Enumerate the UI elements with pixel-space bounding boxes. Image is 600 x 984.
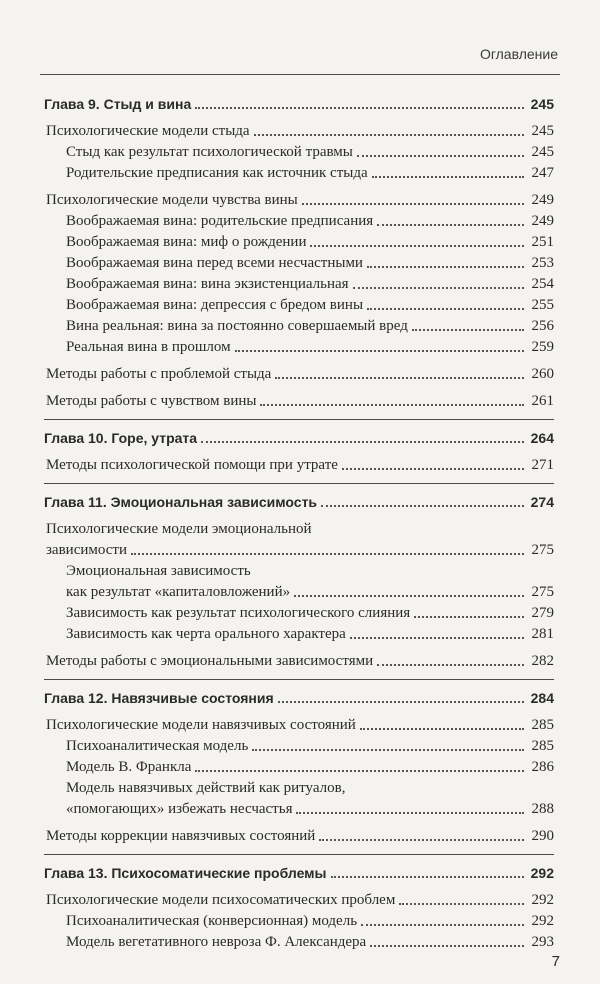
toc-entry-last-line [46,540,554,561]
toc-entry-title: Воображаемая вина перед всеми несчастными [66,255,363,271]
dot-leader [361,924,524,926]
toc-entry-title-line: Эмоциональная зависимость [66,563,251,579]
toc-entry-last-line [66,799,554,820]
toc-entry-title: Глава 11. Эмоциональная зависимость [44,494,318,510]
dot-leader [342,468,524,470]
toc-subsection [44,932,554,953]
toc-subsection [44,757,554,778]
dot-leader [412,329,524,331]
toc-subsection [44,274,554,295]
toc-section [44,715,554,736]
toc-entry-title-line: Модель навязчивых действий как ритуалов, [66,780,346,796]
dot-leader [235,350,524,352]
toc-entry-title: Воображаемая вина: миф о рождении [66,234,307,250]
toc-entry-title: Модель вегетативного невроза Ф. Александера [66,934,367,950]
toc-entry-page: 256 [531,318,554,334]
toc-chapter [44,483,554,672]
toc-entry-page: 275 [531,584,554,600]
dot-leader [296,812,524,814]
toc-entry-title: Стыд как результат психологической травмы [66,144,353,160]
dot-leader [278,701,524,703]
toc-chapter [44,679,554,847]
table-of-contents [44,94,554,953]
toc-entry-title: Глава 9. Стыд и вина [44,96,192,112]
chapter-heading [44,492,554,513]
toc-entry-title: Воображаемая вина: родительские предписания [66,213,374,229]
dot-leader [370,945,524,947]
toc-subsection [44,316,554,337]
dot-leader [360,728,524,730]
toc-entry-page: 288 [531,801,554,817]
toc-entry-page: 245 [530,96,554,112]
dot-leader [357,155,524,157]
toc-section [44,121,554,142]
toc-entry-page: 253 [531,255,554,271]
toc-entry-title: Психоаналитическая (конверсионная) модель [66,913,358,929]
toc-entry-title: Глава 12. Навязчивые состояния [44,690,274,706]
toc-entry-title: Глава 13. Психосоматические проблемы [44,865,327,881]
toc-entry-title: Психоаналитическая модель [66,738,249,754]
toc-entry-page: 260 [531,366,554,382]
toc-entry-title: Зависимость как черта орального характера [66,626,346,642]
running-header-title: Оглавление [479,46,558,62]
dot-leader [294,595,524,597]
chapter-divider [44,679,554,680]
toc-subsection [44,603,554,624]
dot-leader [377,224,524,226]
toc-entry-title: Методы психологической помощи при утрате [46,457,338,473]
toc-subsection [44,337,554,358]
chapter-heading [44,688,554,709]
toc-subsection [44,561,554,603]
toc-section [44,890,554,911]
toc-entry-title: Глава 10. Горе, утрата [44,430,198,446]
toc-entry-page: 247 [531,165,554,181]
chapter-heading [44,94,554,115]
chapter-heading [44,863,554,884]
dot-leader [252,749,524,751]
dot-leader [131,553,524,555]
toc-entry-page: 292 [531,892,554,908]
dot-leader [310,245,524,247]
toc-entry-title: Психологические модели чувства вины [46,192,298,208]
dot-leader [367,266,524,268]
toc-entry-page: 281 [531,626,554,642]
dot-leader [331,876,525,878]
toc-entry-page: 255 [531,297,554,313]
toc-entry-title: Методы работы с чувством вины [46,393,257,409]
toc-subsection [44,736,554,757]
toc-entry-page: 292 [531,913,554,929]
dot-leader [254,134,524,136]
toc-section [44,651,554,672]
dot-leader [302,203,524,205]
toc-entry-page: 274 [530,494,554,510]
toc-entry-page: 249 [531,192,554,208]
toc-entry-page: 245 [531,123,554,139]
toc-entry-title: Психологические модели стыда [46,123,250,139]
dot-leader [195,770,524,772]
toc-entry-page: 285 [531,738,554,754]
toc-subsection [44,778,554,820]
dot-leader [377,664,524,666]
toc-entry-title: Методы коррекции навязчивых состояний [46,828,316,844]
toc-entry-title: Вина реальная: вина за постоянно совершаемый вред [66,318,408,334]
dot-leader [201,441,524,443]
toc-entry-title: Воображаемая вина: депрессия с бредом вины [66,297,364,313]
toc-entry-page: 282 [531,653,554,669]
toc-entry-page: 271 [531,457,554,473]
toc-section [44,455,554,476]
toc-entry-title: Модель В. Франкла [66,759,192,775]
toc-entry-page: 254 [531,276,554,292]
dot-leader [319,839,524,841]
dot-leader [260,404,524,406]
dot-leader [195,107,524,109]
toc-entry-page: 290 [531,828,554,844]
toc-chapter [44,854,554,953]
toc-entry-title: «помогающих» избежать несчастья [66,801,293,817]
toc-subsection [44,624,554,645]
toc-section [44,190,554,211]
toc-entry-title: Методы работы с проблемой стыда [46,366,272,382]
dot-leader [350,637,524,639]
toc-entry-last-line [66,582,554,603]
toc-subsection [44,253,554,274]
toc-chapter [44,419,554,476]
dot-leader [372,176,524,178]
chapter-heading [44,428,554,449]
toc-entry-title: Методы работы с эмоциональными зависимостями [46,653,374,669]
toc-entry-page: 293 [531,934,554,950]
toc-entry-page: 275 [531,542,554,558]
dot-leader [321,505,524,507]
toc-subsection [44,163,554,184]
toc-section [44,391,554,412]
dot-leader [399,903,524,905]
toc-entry-page: 286 [531,759,554,775]
page-number: 7 [551,953,560,970]
toc-entry-title: Зависимость как результат психологического слияния [66,605,411,621]
toc-entry-title-line: Психологические модели эмоциональной [46,521,312,537]
header-rule [40,74,560,75]
toc-entry-page: 285 [531,717,554,733]
chapter-divider [44,483,554,484]
toc-entry-page: 284 [530,690,554,706]
dot-leader [367,308,524,310]
toc-entry-page: 249 [531,213,554,229]
toc-section [44,519,554,561]
toc-entry-page: 245 [531,144,554,160]
chapter-divider [44,854,554,855]
toc-entry-page: 259 [531,339,554,355]
toc-chapter [44,94,554,412]
toc-subsection [44,232,554,253]
toc-entry-title: Психологические модели навязчивых состояний [46,717,356,733]
toc-entry-page: 261 [531,393,554,409]
toc-entry-page: 251 [531,234,554,250]
dot-leader [353,287,524,289]
dot-leader [414,616,524,618]
toc-entry-page: 292 [530,865,554,881]
toc-entry-title: Родительские предписания как источник стыда [66,165,368,181]
chapter-divider [44,419,554,420]
toc-entry-title: Психологические модели психосоматических проблем [46,892,396,908]
toc-section [44,364,554,385]
toc-subsection [44,142,554,163]
dot-leader [275,377,524,379]
toc-entry-page: 264 [530,430,554,446]
toc-entry-title: Реальная вина в прошлом [66,339,231,355]
toc-entry-title: зависимости [46,542,127,558]
toc-entry-page: 279 [531,605,554,621]
toc-subsection [44,211,554,232]
toc-subsection [44,295,554,316]
toc-entry-title: как результат «капиталовложений» [66,584,291,600]
toc-section [44,826,554,847]
toc-entry-title: Воображаемая вина: вина экзистенциальная [66,276,349,292]
toc-subsection [44,911,554,932]
